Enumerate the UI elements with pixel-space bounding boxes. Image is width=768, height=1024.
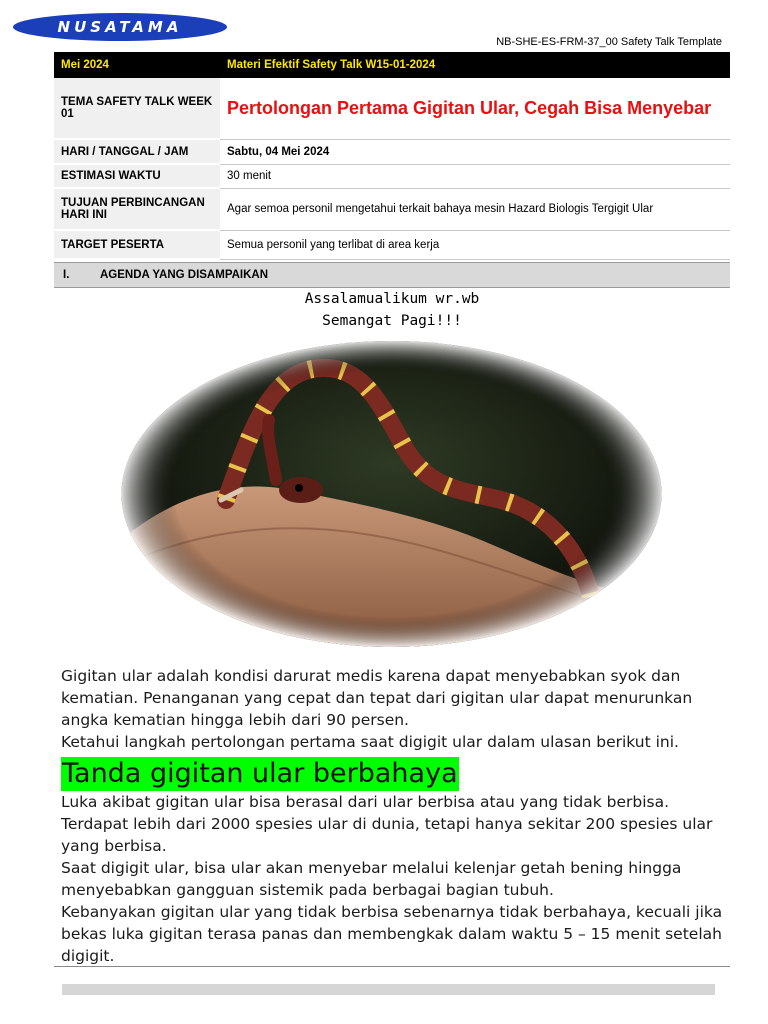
section-paragraph-4: Kebanyakan gigitan ular yang tidak berbisa sebenarnya tidak berbahaya, kecuali jika bekas luka gigitan terasa panas dan membengkak dalam waktu 5 – 15 menit setelah digigit. <box>61 903 723 965</box>
greeting-line-1: Assalamualikum wr.wb <box>304 291 480 307</box>
header-month: Mei 2024 <box>54 52 220 78</box>
hari-value: Sabtu, 04 Mei 2024 <box>220 139 730 164</box>
info-table <box>54 52 730 260</box>
document-code: NB-SHE-ES-FRM-37_00 Safety Talk Template <box>496 36 722 48</box>
tema-label: TEMA SAFETY TALK WEEK 01 <box>54 78 220 139</box>
snake-photo <box>121 340 662 648</box>
intro-text <box>61 665 726 753</box>
tujuan-label: TUJUAN PERBINCANGAN HARI INI <box>54 188 220 230</box>
hari-row <box>54 139 730 164</box>
agenda-title: AGENDA YANG DISAMPAIKAN <box>100 269 269 281</box>
header-materi: Materi Efektif Safety Talk W15-01-2024 <box>220 52 730 78</box>
tujuan-value: Agar semoa personil mengetahui terkait bahaya mesin Hazard Biologis Tergigit Ular <box>220 188 730 230</box>
greeting-line-2: Semangat Pagi!!! <box>322 313 462 329</box>
agenda-number: I. <box>63 269 70 281</box>
agenda-header <box>54 262 730 288</box>
section-text <box>61 791 726 967</box>
divider <box>54 966 730 967</box>
company-logo <box>13 13 227 41</box>
logo-text: NUSATAMA <box>57 18 183 36</box>
hari-label: HARI / TANGGAL / JAM <box>54 139 220 164</box>
tema-row <box>54 78 730 139</box>
estimasi-row <box>54 164 730 188</box>
tema-value: Pertolongan Pertama Gigitan Ular, Cegah Bisa Menyebar <box>220 78 730 139</box>
section-paragraph-3: Saat digigit ular, bisa ular akan menyebar melalui kelenjar getah bening hingga menyebabkan gangguan sistemik pada berbagai bagian tubuh. <box>61 859 682 899</box>
target-value: Semua personil yang terlibat di area kerja <box>220 230 730 259</box>
target-label: TARGET PESERTA <box>54 230 220 259</box>
intro-paragraph-1: Gigitan ular adalah kondisi darurat medis karena dapat menyebabkan syok dan kematian. Penanganan yang cepat dan tepat dari gigitan ular dapat menurunkan angka kematian hingga lebih dari 90 persen. <box>61 667 693 729</box>
intro-paragraph-2: Ketahui langkah pertolongan pertama saat digigit ular dalam ulasan berikut ini. <box>61 733 679 751</box>
header-row <box>54 52 730 78</box>
section-paragraph-1: Luka akibat gigitan ular bisa berasal dari ular berbisa atau yang tidak berbisa. <box>61 793 670 811</box>
estimasi-value: 30 menit <box>220 164 730 188</box>
tujuan-row <box>54 188 730 230</box>
target-row <box>54 230 730 259</box>
section-paragraph-2: Terdapat lebih dari 2000 spesies ular di dunia, tetapi hanya sekitar 200 spesies ular yang berbisa. <box>61 815 713 855</box>
greeting <box>54 288 730 332</box>
estimasi-label: ESTIMASI WAKTU <box>54 164 220 188</box>
footer-bar <box>62 984 715 995</box>
section-heading: Tanda gigitan ular berbahaya <box>62 758 458 789</box>
